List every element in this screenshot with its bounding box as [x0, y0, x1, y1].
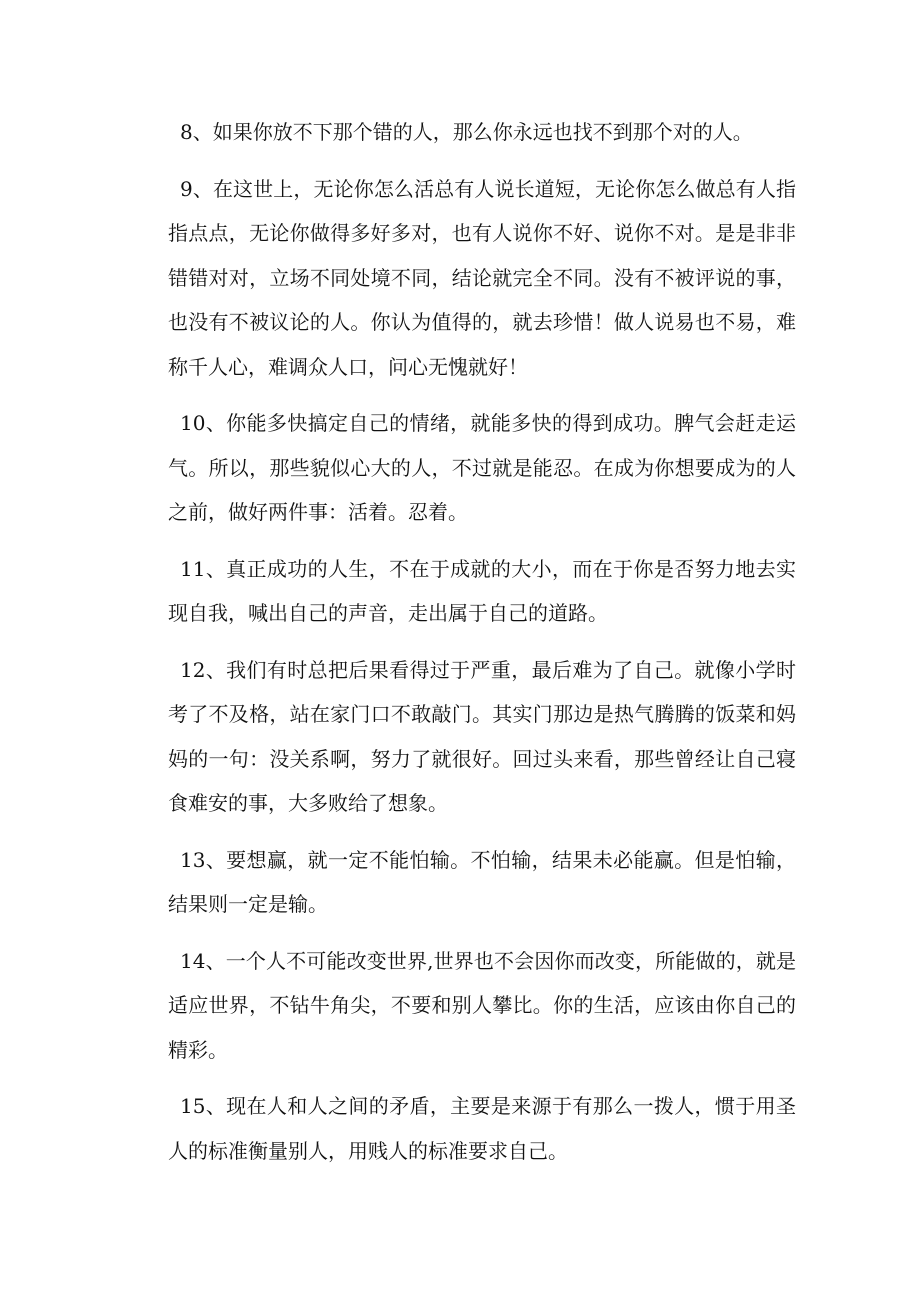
- paragraph-12: 12、我们有时总把后果看得过于严重，最后难为了自己。就像小学时考了不及格，站在家门口不敢敲门。其实门那边是热气腾腾的饭菜和妈妈的一句：没关系啊，努力了就很好。回过头来看，那些曾经让自己寝食难安的事，大多败给了想象。: [168, 657, 796, 815]
- paragraph-11: 11、真正成功的人生，不在于成就的大小，而在于你是否努力地去实现自我，喊出自己的声音，走出属于自己的道路。: [168, 556, 796, 625]
- paragraph-14: 14、一个人不可能改变世界,世界也不会因你而改变，所能做的，就是适应世界，不钻牛角尖，不要和别人攀比。你的生活，应该由你自己的精彩。: [168, 948, 796, 1062]
- paragraph-13: 13、要想赢，就一定不能怕输。不怕输，结果未必能赢。但是怕输，结果则一定是输。: [168, 847, 796, 916]
- paragraph-15: 15、现在人和人之间的矛盾，主要是来源于有那么一拨人，惯于用圣人的标准衡量别人，用贱人的标准要求自己。: [168, 1094, 796, 1163]
- document-body: [168, 110, 796, 1185]
- paragraph-8: 8、如果你放不下那个错的人，那么你永远也找不到那个对的人。: [180, 120, 753, 144]
- paragraph-9: 9、在这世上，无论你怎么活总有人说长道短，无论你怎么做总有人指指点点，无论你做得多好多对，也有人说你不好、说你不对。是是非非错错对对，立场不同处境不同，结论就完全不同。没有不被评说的事，也没有不被议论的人。你认为值得的，就去珍惜！做人说易也不易，难称千人心，难调众人口，问心无愧就好！: [168, 176, 796, 379]
- paragraph-10: 10、你能多快搞定自己的情绪，就能多快的得到成功。脾气会赶走运气。所以，那些貌似心大的人，不过就是能忍。在成为你想要成为的人之前，做好两件事：活着。忍着。: [168, 411, 796, 524]
